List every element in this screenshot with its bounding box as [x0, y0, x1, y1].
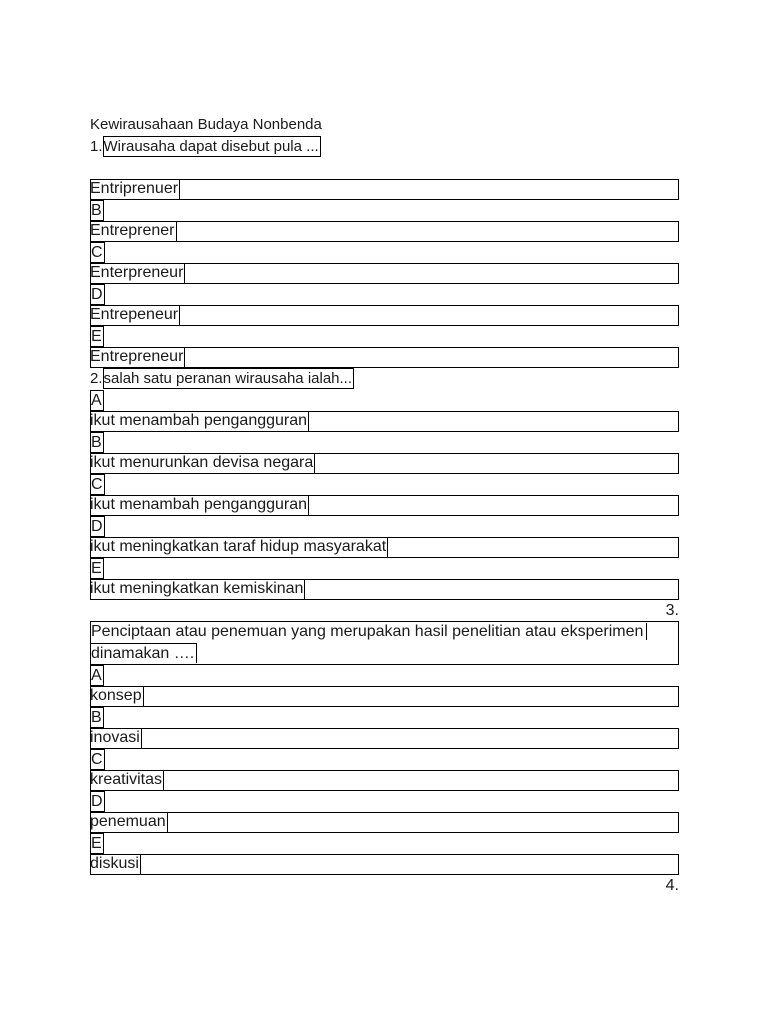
q1-option-c-text: Enterpreneur — [90, 263, 185, 284]
q1-option-e-answer[interactable] — [90, 347, 679, 368]
q3-option-c-letter — [90, 749, 679, 770]
question-4-number: 4. — [665, 877, 679, 895]
q3-option-c-text: kreativitas — [90, 770, 164, 791]
option-letter: E — [91, 559, 102, 577]
q1-option-c-letter — [90, 242, 679, 263]
q3-option-b-answer[interactable] — [90, 728, 679, 749]
option-letter: C — [91, 751, 103, 769]
q2-option-d-letter — [90, 516, 679, 537]
q2-option-d-text: ikut meningkatkan taraf hidup masyarakat — [90, 537, 388, 558]
question-1 — [90, 136, 679, 158]
q2-option-c-letter — [90, 474, 679, 495]
option-letter: D — [91, 286, 103, 304]
option-letter: D — [91, 517, 103, 535]
option-letter: D — [91, 793, 103, 811]
option-letter: B — [91, 709, 102, 727]
option-letter: B — [91, 202, 102, 220]
question-2 — [90, 368, 679, 390]
q3-option-b-letter — [90, 707, 679, 728]
q3-option-a-text: konsep — [90, 686, 144, 707]
q3-option-a-letter — [90, 665, 679, 686]
q2-option-c-text: ikut menambah pengangguran — [90, 495, 309, 516]
q1-option-d-answer[interactable] — [90, 305, 679, 326]
q3-option-d-answer[interactable] — [90, 812, 679, 833]
question-2-number: 2. — [90, 370, 103, 388]
q3-option-d-text: penemuan — [90, 812, 168, 833]
q2-option-b-text: ikut menurunkan devisa negara — [90, 453, 315, 474]
q2-option-a-text: ikut menambah pengangguran — [90, 411, 309, 432]
q2-option-e-text: ikut meningkatkan kemiskinan — [90, 579, 305, 600]
document-title: Kewirausahaan Budaya Nonbenda — [90, 116, 322, 133]
q1-option-a-answer[interactable] — [90, 179, 679, 200]
question-3 — [90, 621, 679, 665]
q3-option-e-answer[interactable] — [90, 854, 679, 875]
q1-option-d-text: Entrepeneur — [90, 305, 180, 326]
question-3-number: 3. — [665, 601, 679, 619]
document-page — [90, 114, 679, 897]
q1-option-c-answer[interactable] — [90, 263, 679, 284]
q2-option-a-letter — [90, 390, 679, 411]
q3-option-e-text: diskusi — [90, 854, 141, 875]
q2-option-a-answer[interactable] — [90, 411, 679, 432]
option-letter: B — [91, 433, 102, 451]
question-3-text-line1: Penciptaan atau penemuan yang merupakan hasil penelitian atau eksperimen — [91, 623, 647, 640]
q3-option-a-answer[interactable] — [90, 686, 679, 707]
option-letter: A — [91, 667, 102, 685]
q1-option-b-letter — [90, 200, 679, 221]
q2-option-b-letter — [90, 432, 679, 453]
question-1-number: 1. — [90, 137, 103, 155]
option-letter: C — [91, 244, 103, 262]
question-1-text: Wirausaha dapat disebut pula ... — [103, 137, 319, 155]
q2-option-b-answer[interactable] — [90, 453, 679, 474]
q2-option-e-answer[interactable] — [90, 579, 679, 600]
q3-option-d-letter — [90, 791, 679, 812]
q1-option-e-letter — [90, 326, 679, 347]
q1-option-d-letter — [90, 284, 679, 305]
q1-option-e-text: Entrepreneur — [90, 347, 185, 368]
q1-option-b-text: Entreprener — [90, 221, 177, 242]
option-letter: A — [91, 391, 102, 409]
question-3-text-line2: dinamakan …. — [91, 643, 197, 663]
q2-option-d-answer[interactable] — [90, 537, 679, 558]
question-2-text: salah satu peranan wirausaha ialah... — [103, 370, 353, 388]
q2-option-e-letter — [90, 558, 679, 579]
option-letter: C — [91, 475, 103, 493]
option-letter: E — [91, 328, 102, 346]
q1-option-a-text: Entriprenuer — [90, 179, 180, 200]
q1-option-b-answer[interactable] — [90, 221, 679, 242]
spacer — [90, 157, 679, 179]
q2-option-c-answer[interactable] — [90, 495, 679, 516]
q3-option-b-text: inovasi — [90, 728, 142, 749]
q3-option-e-letter — [90, 833, 679, 854]
option-letter: E — [91, 835, 102, 853]
q3-option-c-answer[interactable] — [90, 770, 679, 791]
